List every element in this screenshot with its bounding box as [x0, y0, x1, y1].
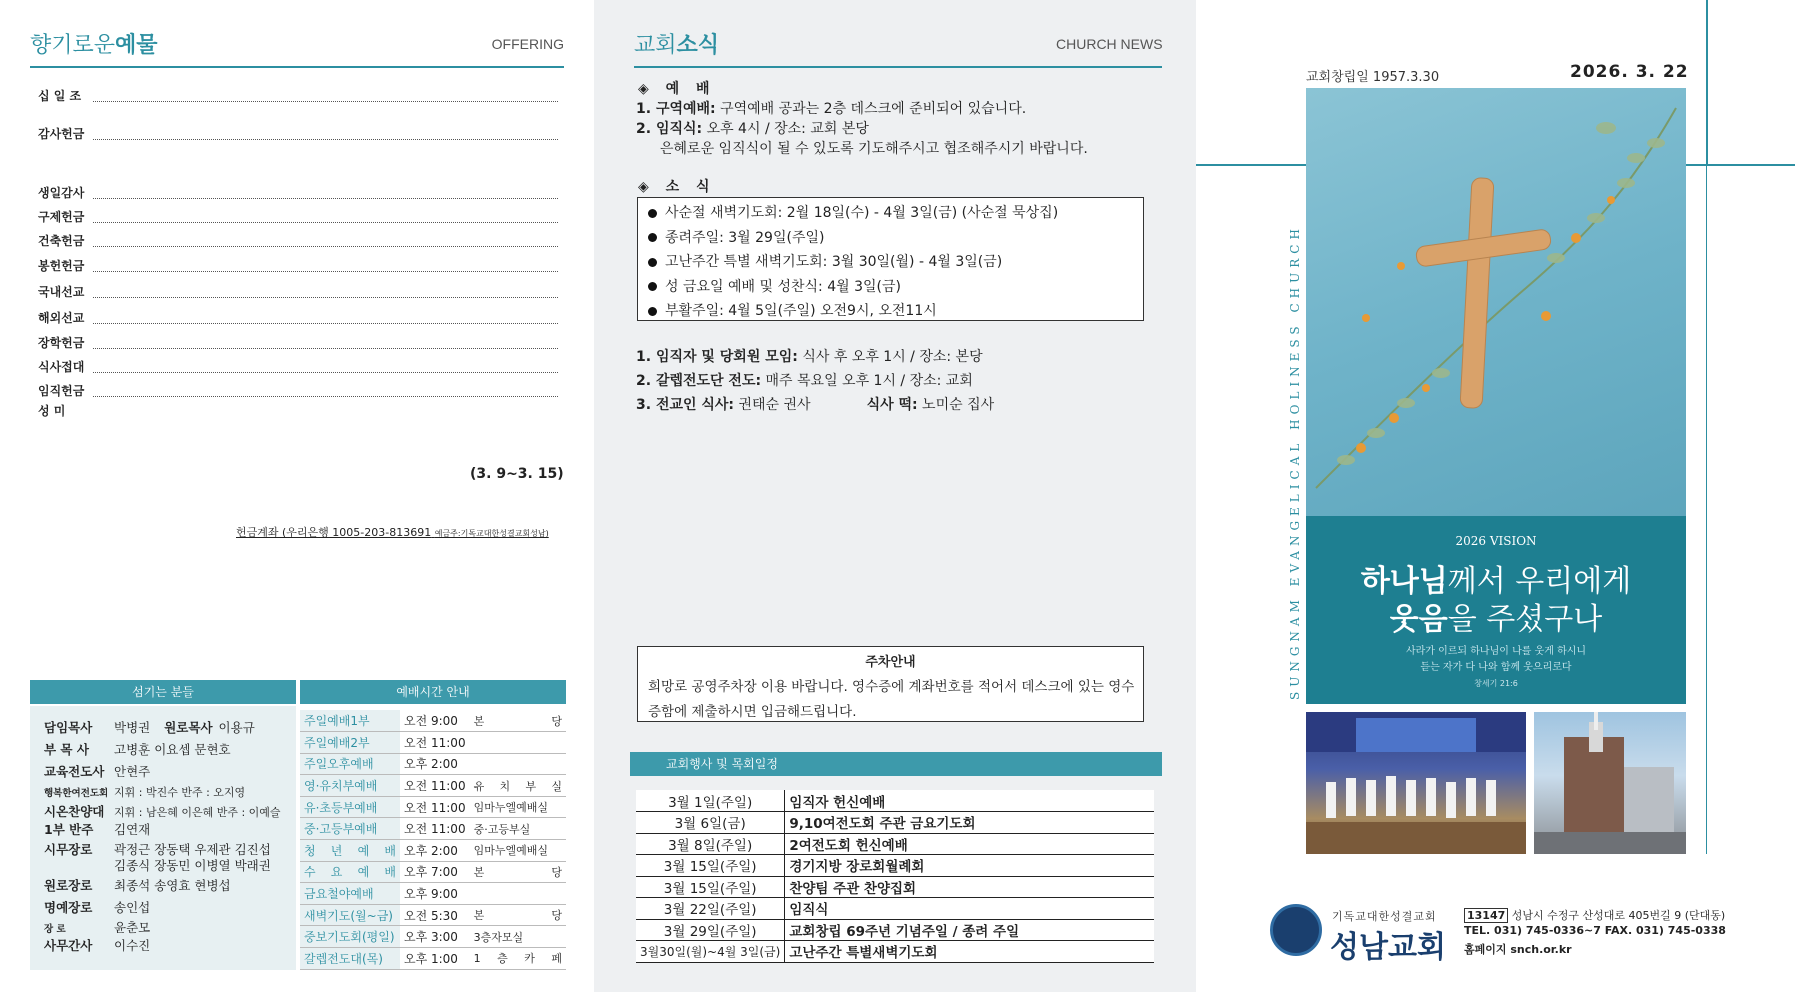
- news-item: [648, 202, 1058, 222]
- staff-row: [44, 718, 255, 736]
- choir-photo: [1306, 712, 1526, 854]
- event-date: 3월 6일(금): [636, 812, 785, 834]
- church-website: 홈페이지 snch.or.kr: [1464, 943, 1572, 956]
- parking-text: 희망로 공영주차장 이용 바랍니다. 영수증에 계좌번호를 적어서 데스크에 있는 영수증함에 제출하시면 입금해드립니다.: [648, 679, 1135, 720]
- church-address: 13147 성남시 수정구 산성대로 405번길 9 (단대동): [1464, 907, 1725, 923]
- service-time: 오전 9:00: [400, 710, 470, 732]
- event-date: 3월 29일(주일): [636, 919, 785, 941]
- service-place: 본 당: [470, 710, 566, 732]
- offering-row: [38, 254, 558, 274]
- parking-title: 주차안내: [865, 655, 916, 670]
- event-row: [636, 919, 1154, 941]
- staff-row: [44, 820, 150, 838]
- staff-names: 이용규: [218, 720, 255, 735]
- offering-label: 건축헌금: [38, 234, 85, 248]
- service-row: [300, 926, 566, 948]
- service-time: 오전 5:30: [400, 904, 470, 926]
- worship-item: 1. 구역예배: 구역예배 공과는 2층 데스크에 준비되어 있습니다.: [636, 101, 1027, 117]
- service-time: 오전 11:00: [400, 732, 470, 754]
- service-row: [300, 861, 566, 883]
- service-time: 오후 9:00: [400, 883, 470, 905]
- offering-blank-line: [93, 198, 558, 199]
- offering-row: [38, 280, 558, 300]
- worship-item-cont: 은혜로운 임직식이 될 수 있도록 기도해주시고 협조해주시기 바랍니다.: [660, 141, 1088, 157]
- offering-blank-line: [93, 323, 558, 324]
- service-name: 중·고등부예배: [300, 818, 400, 840]
- service-time: 오후 2:00: [400, 840, 470, 862]
- extra-item: 2. 갈렙전도단 전도: 매주 목요일 오후 1시 / 장소: 교회: [636, 373, 973, 389]
- service-time: 오전 11:00: [400, 818, 470, 840]
- staff-role: 시온찬양대: [44, 804, 105, 819]
- offering-blank-line: [93, 222, 558, 223]
- service-place: 유 치 부 실: [470, 775, 566, 797]
- event-name: 2여전도회 헌신예배: [785, 833, 1154, 855]
- service-name: 영·유치부예배: [300, 775, 400, 797]
- offering-row: [38, 306, 558, 326]
- offering-blank-line: [93, 271, 558, 272]
- offering-panel: [0, 0, 594, 992]
- service-row: [300, 883, 566, 905]
- staff-role: 시무장로: [44, 842, 93, 857]
- offering-blank-line: [93, 139, 558, 140]
- staff-role: 원로목사: [164, 720, 213, 735]
- offering-row: [38, 122, 558, 142]
- event-name: 임직자 헌신예배: [785, 790, 1154, 812]
- offering-label: 해외선교: [38, 311, 85, 325]
- worship-item: 2. 임직식: 오후 4시 / 장소: 교회 본당: [636, 121, 869, 137]
- offering-label: 봉헌헌금: [38, 259, 85, 273]
- cover-vertical-rule: [1706, 0, 1708, 165]
- staff-row: [44, 740, 231, 758]
- news-item-text: 부활주일: 4월 5일(주일) 오전9시, 오전11시: [665, 303, 937, 319]
- staff-role: 사무간사: [44, 938, 93, 953]
- event-name: 임직식: [785, 898, 1154, 920]
- offering-row: [38, 331, 558, 351]
- staff-role: 1부 반주: [44, 822, 94, 837]
- staff-row: [44, 784, 245, 800]
- offering-label: 성 미: [38, 404, 66, 418]
- event-row: [636, 898, 1154, 920]
- church-name: 성남교회: [1330, 930, 1446, 965]
- building-illustration: [1534, 712, 1686, 854]
- offering-title: 향기로운예물: [30, 33, 158, 58]
- news-item-text: 사순절 새벽기도회: 2월 18일(수) - 4월 3일(금) (사순절 묵상집): [665, 205, 1059, 221]
- event-name: 경기지방 장로회월례회: [785, 855, 1154, 877]
- vision-label: 2026 VISION: [1455, 534, 1537, 548]
- staff-header: 섬기는 분들: [30, 680, 296, 704]
- offering-blank-line: [93, 246, 558, 247]
- service-name: 주일예배2부: [300, 732, 400, 754]
- established-date: 교회창립일 1957.3.30: [1306, 70, 1440, 85]
- event-date: 3월 22일(주일): [636, 898, 785, 920]
- news-item: [648, 227, 824, 247]
- service-times-table: [300, 710, 566, 970]
- staff-role: 원로장로: [44, 878, 93, 893]
- news-item: [648, 276, 901, 296]
- bullet-icon: [648, 282, 657, 291]
- event-date: 3월 8일(주일): [636, 833, 785, 855]
- news-item-text: 성 금요일 예배 및 성찬식: 4월 3일(금): [665, 278, 901, 295]
- offering-subtitle: OFFERING: [491, 36, 564, 52]
- staff-names: 최종석 송영효 현병섭: [114, 878, 231, 893]
- news-heading: ◈ 소 식: [638, 179, 716, 195]
- offering-label: 장학헌금: [38, 336, 85, 350]
- staff-names: 곽정근 장동택 우제관 김진섭: [114, 842, 271, 857]
- offering-label: 생일감사: [38, 186, 85, 200]
- service-place: 임마누엘예배실: [470, 840, 566, 862]
- bullet-icon: [648, 233, 657, 242]
- service-name: 중보기도회(평일): [300, 926, 400, 948]
- church-logo-icon: [1270, 904, 1322, 956]
- choir-figures: [1306, 712, 1526, 854]
- staff-names: 윤춘모: [114, 920, 151, 935]
- service-time: 오후 7:00: [400, 861, 470, 883]
- staff-role: 부 목 사: [44, 742, 89, 757]
- service-name: 수 요 예 배: [300, 861, 400, 883]
- title-divider: [30, 66, 564, 68]
- offering-blank-line: [93, 297, 558, 298]
- service-row: [300, 818, 566, 840]
- vision-line-1: 하나님께서 우리에게: [1360, 564, 1632, 599]
- offering-label: 감사헌금: [38, 127, 85, 141]
- staff-row: [44, 762, 150, 780]
- service-place: 본 당: [470, 904, 566, 926]
- staff-names: 송인섭: [114, 900, 151, 915]
- offering-row: [38, 399, 558, 419]
- staff-row: [44, 802, 281, 820]
- service-place: [470, 883, 566, 905]
- denomination: 기독교대한성결교회: [1332, 910, 1437, 923]
- news-item-text: 고난주간 특별 새벽기도회: 3월 30일(월) - 4월 3일(금): [665, 254, 1003, 270]
- offering-row: [38, 181, 558, 201]
- cross-illustration: [1306, 88, 1686, 516]
- offering-period: (3. 9~3. 15): [470, 466, 564, 482]
- staff-role: 장 로: [44, 924, 66, 935]
- bulletin-date: 2026. 3. 22: [1570, 62, 1689, 82]
- service-name: 주일예배1부: [300, 710, 400, 732]
- services-header: 예배시간 안내: [300, 680, 566, 704]
- events-header: 교회행사 및 목회일정: [630, 752, 1162, 776]
- news-item: [648, 251, 1002, 271]
- staff-role: 교육전도사: [44, 764, 105, 779]
- verse-reference: 창세기 21:6: [1474, 679, 1518, 688]
- event-date: 3월30일(월)~4월 3일(금): [636, 941, 785, 963]
- church-building-photo: [1534, 712, 1686, 854]
- service-row: [300, 904, 566, 926]
- staff-role: 명예장로: [44, 900, 93, 915]
- staff-names: 박병권: [114, 720, 151, 735]
- staff-names: 이수진: [114, 938, 151, 953]
- offering-label: 식사접대: [38, 360, 85, 374]
- offering-label: 국내선교: [38, 285, 85, 299]
- offering-account: 헌금계좌 (우리은행 1005-203-813691 예금주:기독교대한성결교회성남): [236, 526, 549, 539]
- church-phone: TEL. 031) 745-0336~7 FAX. 031) 745-0338: [1464, 924, 1726, 937]
- service-row: [300, 948, 566, 970]
- service-row: [300, 732, 566, 754]
- cover-vertical-rule: [1706, 166, 1707, 854]
- event-name: 고난주간 특별새벽기도회: [785, 941, 1154, 963]
- offering-blank-line: [93, 372, 558, 373]
- staff-row: [44, 856, 271, 874]
- events-table: [636, 790, 1154, 963]
- staff-row: [44, 936, 150, 954]
- vision-line-2: 웃음을 주셨구나: [1389, 602, 1603, 637]
- event-date: 3월 15일(주일): [636, 855, 785, 877]
- service-name: 갈렙전도대(목): [300, 948, 400, 970]
- verse-line-1: 사라가 이르되 하나님이 나를 웃게 하시니: [1405, 646, 1587, 657]
- staff-role: 담임목사: [44, 720, 93, 735]
- vision-band: [1306, 516, 1686, 704]
- event-row: [636, 941, 1154, 963]
- service-place: 3층자모실: [470, 926, 566, 948]
- service-time: 오후 1:00: [400, 948, 470, 970]
- bullet-icon: [648, 258, 657, 267]
- church-english-name: SUNGNAM EVANGELICAL HOLINESS CHURCH: [1288, 224, 1302, 700]
- event-row: [636, 833, 1154, 855]
- news-item-text: 종려주일: 3월 29일(주일): [665, 229, 825, 246]
- service-row: [300, 710, 566, 732]
- offering-blank-line: [93, 396, 558, 397]
- service-time: 오전 11:00: [400, 775, 470, 797]
- service-row: [300, 796, 566, 818]
- staff-names: 지휘 : 박진수 반주 : 오지영: [114, 786, 246, 799]
- service-name: 청 년 예 배: [300, 840, 400, 862]
- parking-box: [637, 646, 1144, 722]
- offering-row: [38, 355, 558, 375]
- staff-row: [44, 918, 150, 936]
- service-place: 본 당: [470, 861, 566, 883]
- staff-names: 김종식 장동민 이병열 박래권: [114, 858, 271, 873]
- offering-row: [38, 84, 558, 104]
- offering-blank-line: [93, 348, 558, 349]
- service-row: [300, 753, 566, 775]
- offering-row: [38, 229, 558, 249]
- service-row: [300, 840, 566, 862]
- worship-heading: ◈ 예 배: [638, 81, 716, 97]
- event-row: [636, 876, 1154, 898]
- event-name: 찬양팀 주관 찬양집회: [785, 876, 1154, 898]
- cover-image: [1306, 88, 1686, 516]
- news-box: [637, 197, 1144, 321]
- staff-list: [30, 706, 296, 970]
- offering-label: 십 일 조: [38, 89, 82, 103]
- news-subtitle: CHURCH NEWS: [1056, 36, 1163, 52]
- title-divider: [634, 66, 1162, 68]
- bullet-icon: [648, 209, 657, 218]
- extra-item: 3. 전교인 식사: 권태순 권사 식사 떡: 노미순 집사: [636, 397, 995, 413]
- service-name: 주일오후예배: [300, 753, 400, 775]
- vine-leaves: [1337, 122, 1665, 465]
- service-place: [470, 753, 566, 775]
- offering-blank-line: [93, 101, 558, 102]
- service-time: 오후 3:00: [400, 926, 470, 948]
- event-date: 3월 15일(주일): [636, 876, 785, 898]
- staff-names: 김연재: [114, 822, 151, 837]
- news-item: [648, 300, 937, 320]
- offering-label: 임직헌금: [38, 384, 85, 398]
- staff-row: [44, 898, 150, 916]
- service-place: 임마누엘예배실: [470, 796, 566, 818]
- staff-row: [44, 876, 231, 894]
- service-name: 유·초등부예배: [300, 796, 400, 818]
- event-name: 9,10여전도회 주관 금요기도회: [785, 812, 1154, 834]
- verse-line-2: 듣는 자가 다 나와 함께 웃으리로다: [1420, 662, 1572, 673]
- staff-names: 지휘 : 남은혜 이은혜 반주 : 이예슬: [114, 806, 281, 819]
- offering-row: [38, 379, 558, 399]
- service-row: [300, 775, 566, 797]
- offering-row: [38, 205, 558, 225]
- staff-names: 고병훈 이요셉 문현호: [114, 742, 231, 757]
- service-place: [470, 732, 566, 754]
- offering-label: 구제헌금: [38, 210, 85, 224]
- staff-names: 안현주: [114, 764, 151, 779]
- service-time: 오전 11:00: [400, 796, 470, 818]
- bullet-icon: [648, 307, 657, 316]
- service-place: 1 층 카 페: [470, 948, 566, 970]
- extra-item: 1. 임직자 및 당회원 모임: 식사 후 오후 1시 / 장소: 본당: [636, 349, 983, 365]
- service-name: 새벽기도(월~금): [300, 904, 400, 926]
- event-row: [636, 855, 1154, 877]
- service-name: 금요철야예배: [300, 883, 400, 905]
- event-name: 교회창립 69주년 기념주일 / 종려 주일: [785, 919, 1154, 941]
- event-date: 3월 1일(주일): [636, 790, 785, 812]
- service-place: 중·고등부실: [470, 818, 566, 840]
- news-title: 교회소식: [634, 33, 720, 58]
- event-row: [636, 790, 1154, 812]
- staff-role: 행복한여전도회: [44, 788, 109, 799]
- service-time: 오후 2:00: [400, 753, 470, 775]
- event-row: [636, 812, 1154, 834]
